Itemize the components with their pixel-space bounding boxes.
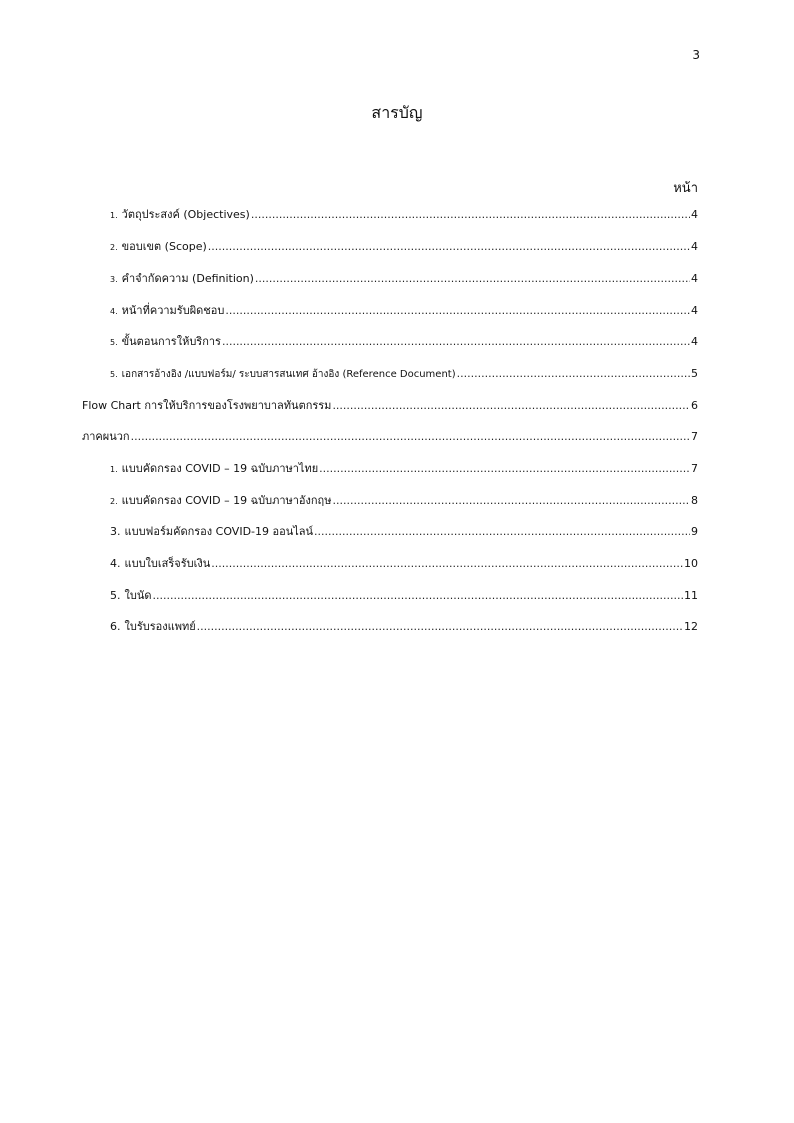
toc-entry-reference-documents[interactable] — [110, 364, 698, 384]
toc-entry-page: 4 — [691, 208, 698, 221]
toc-entry-page: 9 — [691, 525, 698, 538]
toc-entry-text: Flow Chart การให้บริการของโรงพยาบาลทันตกรรม — [82, 399, 332, 412]
toc-entry-page: 6 — [691, 399, 698, 412]
toc-entry-page: 4 — [691, 240, 698, 253]
toc-entry-text: ขั้นตอนการให้บริการ — [121, 335, 221, 348]
toc-entry-medical-certificate[interactable] — [110, 617, 698, 637]
toc-entry-scope[interactable] — [110, 237, 698, 257]
toc-entry-screening-thai[interactable] — [110, 459, 698, 479]
toc-entry-service-procedure[interactable] — [110, 332, 698, 352]
toc-entry-number: 4. — [110, 557, 121, 570]
page-column-header: หน้า — [673, 181, 698, 196]
toc-entry-text: แบบใบเสร็จรับเงิน — [124, 557, 211, 570]
toc-entry-responsibilities[interactable] — [110, 301, 698, 321]
toc-leader-dots — [225, 301, 690, 321]
toc-entry-receipt-form[interactable] — [110, 554, 698, 574]
toc-leader-dots — [153, 586, 683, 606]
toc-leader-dots — [314, 522, 690, 542]
toc-entry-page: 4 — [691, 272, 698, 285]
toc-entry-number: 1. — [110, 465, 118, 474]
toc-entry-screening-english[interactable] — [110, 491, 698, 511]
toc-entry-number: 5. — [110, 370, 118, 379]
toc-entry-text: แบบฟอร์มคัดกรอง COVID-19 ออนไลน์ — [124, 525, 314, 538]
toc-leader-dots — [208, 237, 690, 257]
toc-entry-page: 12 — [684, 620, 698, 633]
toc-leader-dots — [251, 205, 690, 225]
toc-entry-page: 5 — [691, 367, 698, 380]
toc-entry-number: 6. — [110, 620, 121, 633]
toc-entry-number: 2. — [110, 497, 118, 506]
toc-entry-appointment-card[interactable] — [110, 586, 698, 606]
toc-entry-text: เอกสารอ้างอิง /แบบฟอร์ม/ ระบบสารสนเทศ อ้างอิง (Reference Document) — [121, 369, 456, 380]
toc-entry-number: 5. — [110, 338, 118, 347]
toc-entry-text: ขอบเขต (Scope) — [121, 240, 207, 253]
toc-leader-dots — [131, 427, 690, 447]
toc-entry-page: 4 — [691, 335, 698, 348]
toc-leader-dots — [197, 617, 683, 637]
toc-entry-definition[interactable] — [110, 269, 698, 289]
toc-entry-online-screening-form[interactable] — [110, 522, 698, 542]
toc-entry-number: 2. — [110, 243, 118, 252]
toc-entry-text: หน้าที่ความรับผิดชอบ — [121, 304, 225, 317]
toc-leader-dots — [211, 554, 683, 574]
toc-entry-text: วัตถุประสงค์ (Objectives) — [121, 208, 250, 221]
toc-entry-flow-chart[interactable] — [82, 396, 698, 416]
toc-leader-dots — [255, 269, 690, 289]
toc-entry-text: แบบคัดกรอง COVID – 19 ฉบับภาษาไทย — [121, 462, 319, 475]
toc-leader-dots — [319, 459, 690, 479]
toc-entry-number: 3. — [110, 525, 121, 538]
toc-entry-number: 5. — [110, 589, 121, 602]
toc-entry-text: ภาคผนวก — [82, 430, 130, 443]
toc-leader-dots — [222, 332, 690, 352]
toc-entry-page: 7 — [691, 430, 698, 443]
toc-entry-number: 4. — [110, 307, 118, 316]
toc-leader-dots — [332, 396, 690, 416]
toc-title: สารบัญ — [371, 103, 423, 122]
toc-entry-text: คำจำกัดความ (Definition) — [121, 272, 254, 285]
toc-leader-dots — [332, 491, 690, 511]
toc-entry-page: 8 — [691, 494, 698, 507]
toc-entry-text: ใบนัด — [124, 589, 152, 602]
toc-entry-number: 1. — [110, 211, 118, 220]
toc-entry-objectives[interactable] — [110, 205, 698, 225]
toc-entry-text: แบบคัดกรอง COVID – 19 ฉบับภาษาอังกฤษ — [121, 494, 332, 507]
toc-entry-appendix[interactable] — [82, 427, 698, 447]
toc-entry-text: ใบรับรองแพทย์ — [124, 620, 196, 633]
toc-entry-page: 11 — [684, 589, 698, 602]
toc-entry-page: 10 — [684, 557, 698, 570]
page-number: 3 — [692, 48, 700, 62]
toc-leader-dots — [457, 364, 690, 384]
toc-entry-page: 4 — [691, 304, 698, 317]
toc-entry-page: 7 — [691, 462, 698, 475]
toc-entry-number: 3. — [110, 275, 118, 284]
